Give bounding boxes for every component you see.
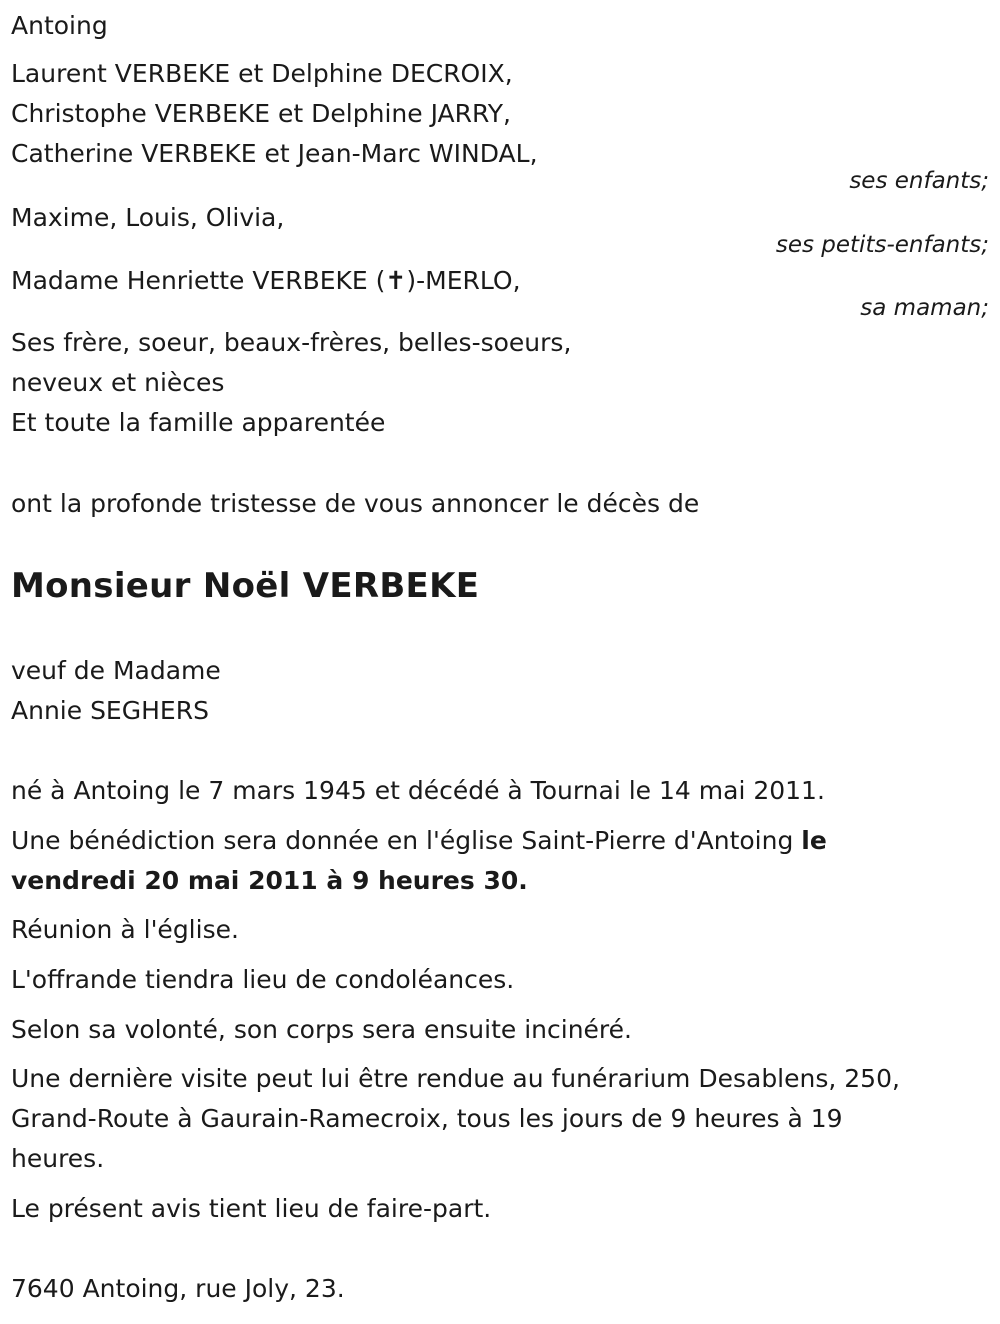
blessing-date: vendredi 20 mai 2011 à 9 heures 30. [11, 866, 528, 895]
cremation-line: Selon sa volonté, son corps sera ensuite incinéré. [11, 1015, 632, 1044]
visit-line: heures. [11, 1144, 105, 1173]
birth-death-line: né à Antoing le 7 mars 1945 et décédé à Tournai le 14 mai 2011. [11, 776, 825, 805]
child-line: Christophe VERBEKE et Delphine JARRY, [11, 99, 511, 128]
relatives-line: Et toute la famille apparentée [11, 408, 386, 437]
blessing-date-start: le [801, 826, 827, 855]
deceased-name: Monsieur Noël VERBEKE [11, 566, 480, 606]
widower-line: Annie SEGHERS [11, 696, 209, 725]
announcement-text: ont la profonde tristesse de vous annoncer le décès de [11, 489, 700, 518]
widower-line: veuf de Madame [11, 656, 221, 685]
visit-line: Une dernière visite peut lui être rendue au funérarium Desablens, 250, [11, 1064, 900, 1093]
grandchildren-role: ses petits-enfants; [775, 232, 989, 258]
mother-role: sa maman; [860, 295, 989, 321]
child-line: Catherine VERBEKE et Jean-Marc WINDAL, [11, 139, 538, 168]
relatives-line: Ses frère, soeur, beaux-frères, belles-soeurs, [11, 328, 572, 357]
address-line: 7640 Antoing, rue Joly, 23. [11, 1274, 345, 1303]
mother-block [11, 261, 991, 323]
child-line: Laurent VERBEKE et Delphine DECROIX, [11, 59, 513, 88]
widower-block [11, 651, 221, 731]
mother-line: Madame Henriette VERBEKE (✝)-MERLO, [11, 266, 521, 295]
visit-line: Grand-Route à Gaurain-Ramecroix, tous les jours de 9 heures à 19 [11, 1104, 843, 1133]
grandchildren-block [11, 198, 991, 260]
town-heading: Antoing [11, 11, 108, 40]
grandchildren-line: Maxime, Louis, Olivia, [11, 203, 285, 232]
blessing-block [11, 821, 827, 901]
faire-part-line: Le présent avis tient lieu de faire-part. [11, 1194, 492, 1223]
offering-line: L'offrande tiendra lieu de condoléances. [11, 965, 515, 994]
visit-block [11, 1059, 900, 1179]
blessing-text: Une bénédiction sera donnée en l'église Saint-Pierre d'Antoing [11, 826, 794, 855]
relatives-block [11, 323, 571, 443]
children-block [11, 54, 991, 196]
meeting-line: Réunion à l'église. [11, 915, 239, 944]
children-role: ses enfants; [849, 168, 989, 194]
relatives-line: neveux et nièces [11, 368, 225, 397]
